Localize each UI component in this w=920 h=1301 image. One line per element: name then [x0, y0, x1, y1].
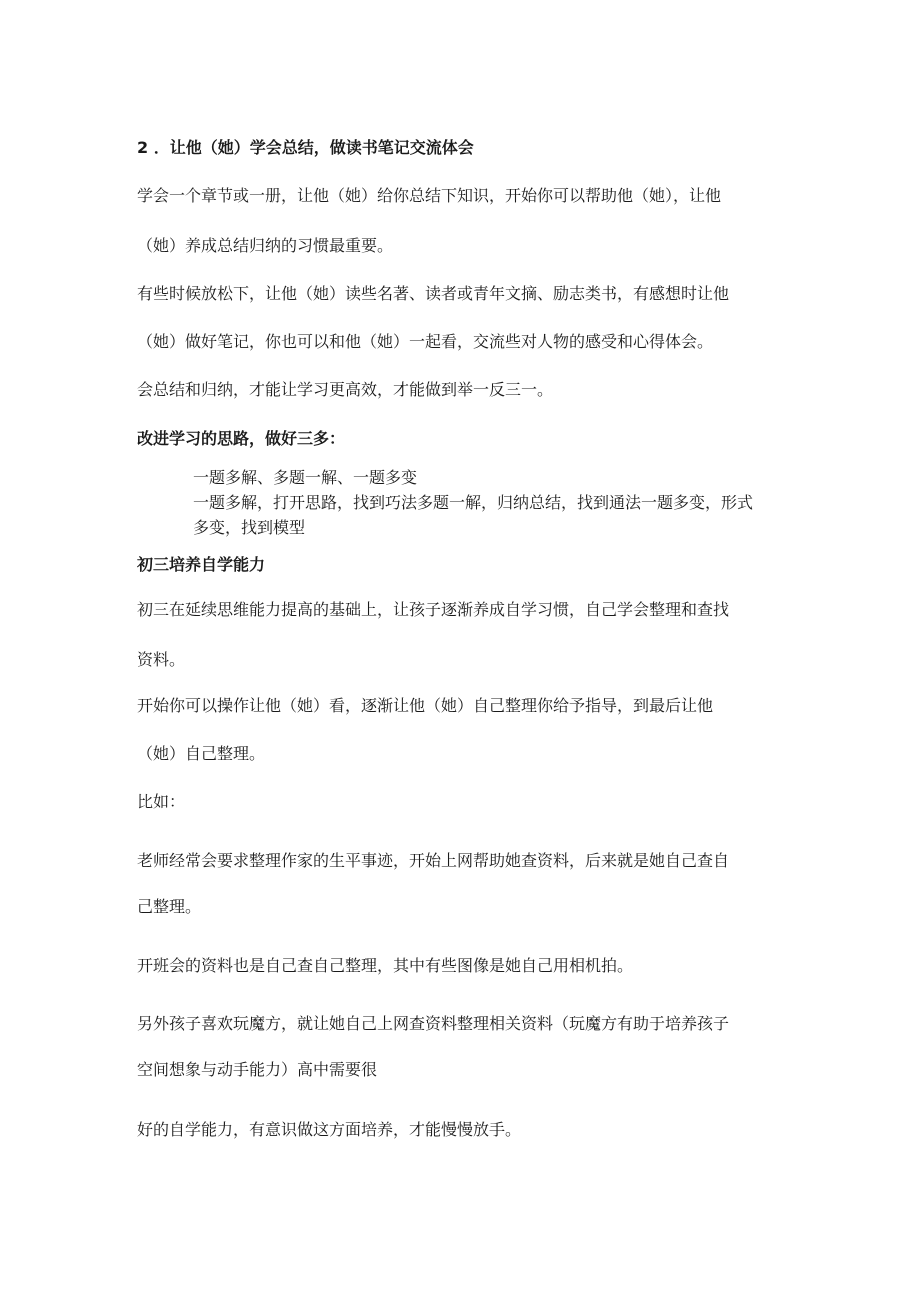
example-label: 比如：	[137, 792, 186, 811]
paragraph-line: 有些时候放松下，让他（她）读些名著、读者或青年文摘、励志类书，有感想时让他	[137, 284, 730, 303]
selfstudy-heading: 初三培养自学能力	[137, 555, 266, 574]
paragraph-line: 另外孩子喜欢玩魔方，就让她自己上网查资料整理相关资料（玩魔方有助于培养孩子	[137, 1014, 730, 1033]
section-title: ．让他（她）学会总结，做读书笔记交流体会	[153, 138, 474, 157]
paragraph-line: 己整理。	[137, 897, 202, 916]
improve-heading: 改进学习的思路，做好三多：	[137, 429, 346, 448]
paragraph-line: 开班会的资料也是自己查自己整理，其中有些图像是她自己用相机拍。	[137, 956, 634, 975]
paragraph-line: 好的自学能力，有意识做这方面培养，才能慢慢放手。	[137, 1120, 522, 1139]
paragraph-line: 学会一个章节或一册，让他（她）给你总结下知识，开始你可以帮助他（她），让他	[137, 186, 722, 205]
paragraph-line: 开始你可以操作让他（她）看，逐渐让他（她）自己整理你给予指导，到最后让他	[137, 696, 714, 715]
paragraph-line: 老师经常会要求整理作家的生平事迹，开始上网帮助她查资料，后来就是她自己查自	[137, 851, 730, 870]
paragraph-line: （她）自己整理。	[137, 744, 266, 763]
list-item: 一题多解、多题一解、一题多变	[193, 468, 418, 487]
paragraph-line: （她）做好笔记，你也可以和他（她）一起看，交流些对人物的感受和心得体会。	[137, 332, 714, 351]
list-item: 一题多解，打开思路，找到巧法多题一解，归纳总结，找到通法一题多变，形式	[193, 493, 754, 512]
paragraph-line: 初三在延续思维能力提高的基础上，让孩子逐渐养成自学习惯，自己学会整理和查找	[137, 600, 730, 619]
paragraph-line: 会总结和归纳，才能让学习更高效，才能做到举一反三一。	[137, 380, 554, 399]
paragraph-line: 空间想象与动手能力）高中需要很	[137, 1060, 378, 1079]
section-2-heading	[137, 138, 474, 158]
paragraph-line: （她）养成总结归纳的习惯最重要。	[137, 236, 394, 255]
list-item-continuation: 多变，找到模型	[193, 518, 306, 537]
paragraph-line: 资料。	[137, 650, 186, 669]
section-number: 2	[137, 138, 149, 157]
